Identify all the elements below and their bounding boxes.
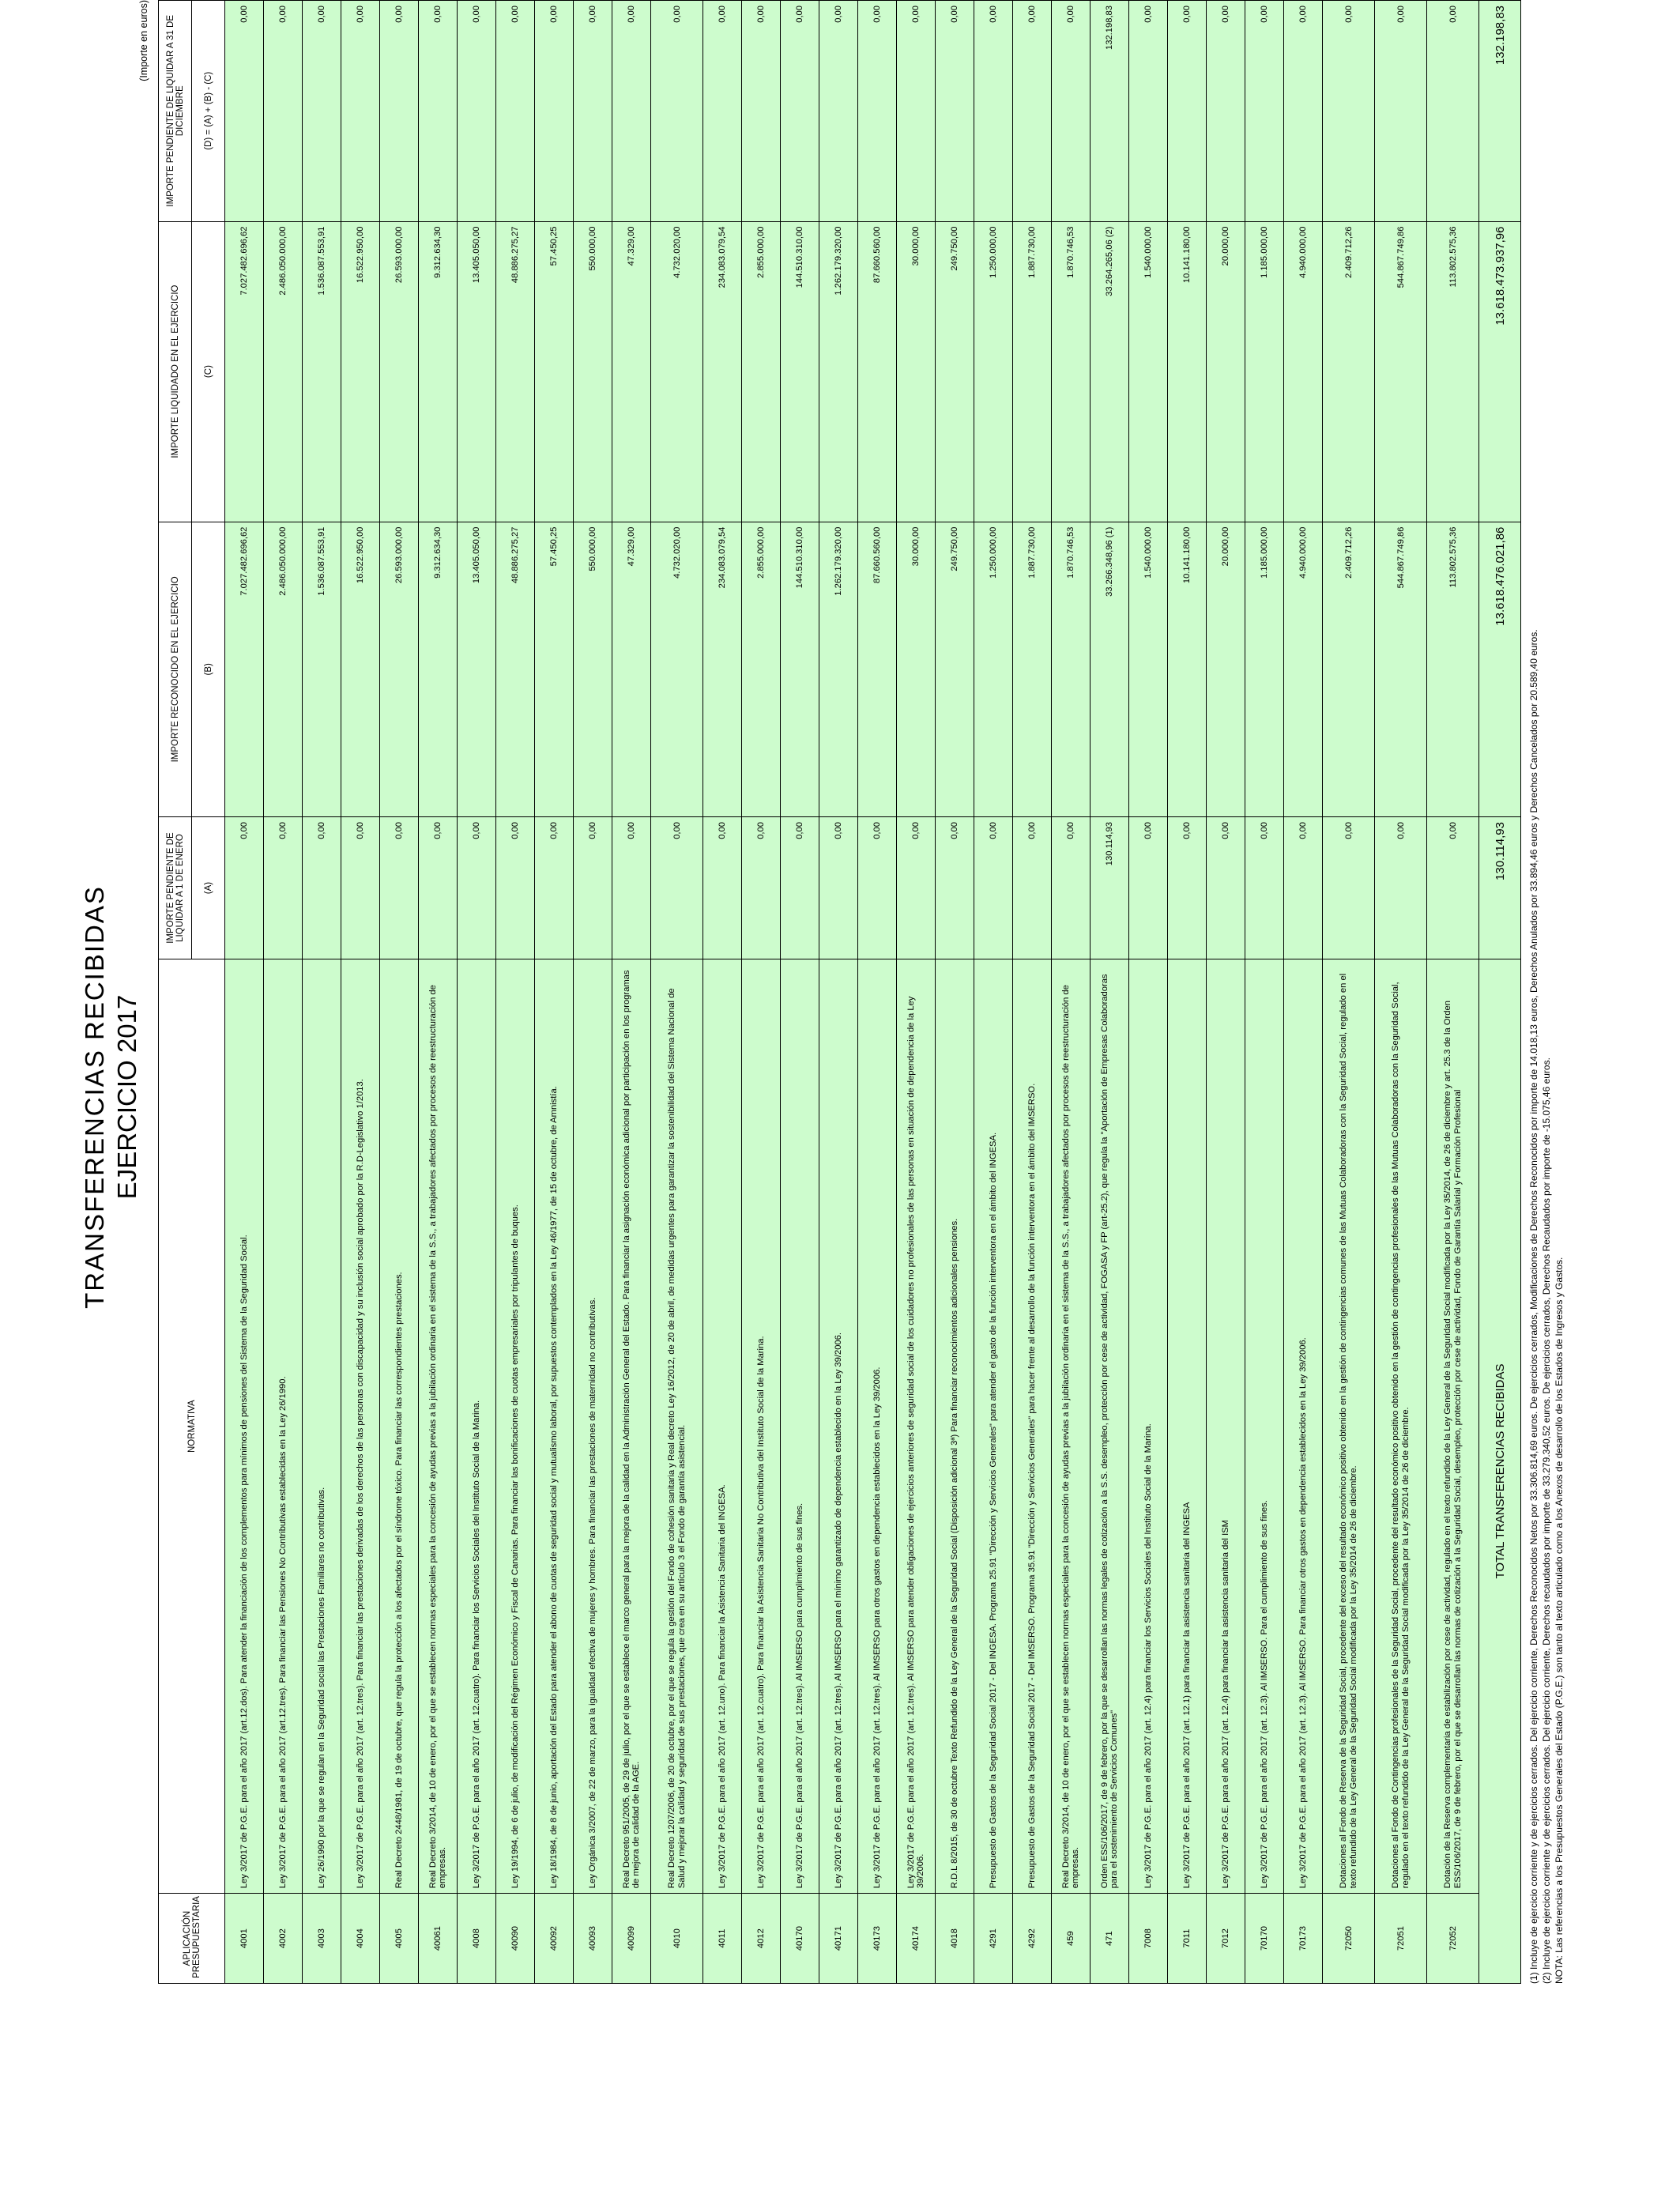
row-col-b: 2.409.712,26 — [1323, 522, 1375, 816]
row-code: 40093 — [574, 1894, 612, 1984]
total-c: 13.618.473.937,96 — [1479, 221, 1521, 522]
row-col-d: 0,00 — [703, 1, 742, 222]
row-col-c: 33.264.265,06 (2) — [1090, 221, 1129, 522]
row-normativa: Ley 3/2017 de P.G.E. para el año 2017 (art. 12.cuatro). Para financiar la Asistencia Sanitaria No Contributiva del Instituto Social de la Marina. — [742, 959, 781, 1894]
row-col-d: 0,00 — [974, 1, 1013, 222]
table-row — [1052, 1, 1090, 1984]
row-col-d: 0,00 — [419, 1, 458, 222]
row-col-c: 2.855.000,00 — [742, 221, 781, 522]
table-row — [1129, 1, 1168, 1984]
row-normativa: Ley 26/1990 por la que se regulan en la Seguridad social las Prestaciones Familiares no contributivas. — [303, 959, 341, 1894]
row-col-d: 0,00 — [651, 1, 703, 222]
row-col-c: 16.522.950,00 — [341, 221, 380, 522]
row-code: 4011 — [703, 1894, 742, 1984]
table-row — [225, 1, 264, 1984]
row-code: 72052 — [1427, 1894, 1479, 1984]
row-col-d: 0,00 — [341, 1, 380, 222]
row-code: 40092 — [535, 1894, 574, 1984]
table-row — [303, 1, 341, 1984]
table-row — [651, 1, 703, 1984]
row-col-c: 10.141.180,00 — [1168, 221, 1207, 522]
row-normativa: Ley 3/2017 de P.G.E. para el año 2017 (art. 12.cuatro). Para financiar los Servicios Sociales del Instituto Social de la Marina. — [458, 959, 496, 1894]
table-row — [612, 1, 651, 1984]
row-col-b: 87.660.560,00 — [858, 522, 897, 816]
row-col-d: 0,00 — [1129, 1, 1168, 222]
row-col-d: 0,00 — [303, 1, 341, 222]
row-code: 70173 — [1284, 1894, 1323, 1984]
row-col-d: 0,00 — [458, 1, 496, 222]
table-body — [225, 1, 1479, 1984]
row-col-a: 0,00 — [781, 817, 819, 959]
row-code: 40170 — [781, 1894, 819, 1984]
row-col-d: 0,00 — [574, 1, 612, 222]
row-normativa: Ley 3/2017 de P.G.E. para el año 2017 (art. 12.tres). Para financiar las prestaciones derivadas de los derechos de las personas con discapacidad y su inclusión social aprobado por la R.D-Legislativo 1/2013. — [341, 959, 380, 1894]
row-col-b: 33.266.348,96 (1) — [1090, 522, 1129, 816]
total-a: 130.114,93 — [1479, 817, 1521, 959]
row-col-d: 0,00 — [1427, 1, 1479, 222]
row-col-a: 0,00 — [1245, 817, 1284, 959]
row-col-a: 0,00 — [1323, 817, 1375, 959]
row-col-b: 16.522.950,00 — [341, 522, 380, 816]
row-code: 70170 — [1245, 1894, 1284, 1984]
table-row — [1323, 1, 1375, 1984]
row-col-a: 0,00 — [703, 817, 742, 959]
row-col-c: 249.750,00 — [936, 221, 974, 522]
subheader-b: (B) — [192, 522, 225, 816]
row-col-a: 0,00 — [535, 817, 574, 959]
row-normativa: Real Decreto 3/2014, de 10 de enero, por el que se establecen normas especiales para la concesión de ayudas previas a la jubilación ordinaria en el sistema de la S.S., a trabajadores afectados por procesos de reestructuración de empresas. — [1052, 959, 1090, 1894]
row-col-a: 0,00 — [496, 817, 535, 959]
row-col-a: 0,00 — [419, 817, 458, 959]
table-row — [419, 1, 458, 1984]
row-col-a: 130.114,93 — [1090, 817, 1129, 959]
row-col-d: 132.198,83 — [1090, 1, 1129, 222]
row-normativa: Ley Orgánica 3/2007, de 22 de marzo, para la igualdad efectiva de mujeres y hombres. Para financiar las prestaciones de maternidad no contributivas. — [574, 959, 612, 1894]
row-col-d: 0,00 — [858, 1, 897, 222]
row-col-c: 2.486.050.000,00 — [264, 221, 303, 522]
row-col-d: 0,00 — [225, 1, 264, 222]
table-row — [781, 1, 819, 1984]
header-col-b: IMPORTE RECONOCIDO EN EL EJERCICIO — [159, 522, 192, 816]
row-normativa: Ley 3/2017 de P.G.E. para el año 2017 (art. 12.4) para financiar los Servicios Sociales del Instituto Social de la Marina. — [1129, 959, 1168, 1894]
row-col-a: 0,00 — [1375, 817, 1427, 959]
row-col-a: 0,00 — [1207, 817, 1245, 959]
row-code: 4003 — [303, 1894, 341, 1984]
row-normativa: Ley 3/2017 de P.G.E. para el año 2017 (art. 12.tres). Al IMSERSO para otros gastos en dependencia establecidos en la Ley 39/2006. — [858, 959, 897, 1894]
row-col-c: 1.540.000,00 — [1129, 221, 1168, 522]
row-normativa: Ley 3/2017 de P.G.E. para el año 2017 (art.12.tres). Para financiar las Pensiones No Contributivas establecidas en la Ley 26/1990. — [264, 959, 303, 1894]
header-aplicacion: APLICACIÓN PRESUPUESTARIA — [159, 1894, 225, 1984]
table-row — [574, 1, 612, 1984]
row-col-d: 0,00 — [781, 1, 819, 222]
table-row — [1013, 1, 1052, 1984]
row-normativa: Ley 3/2017 de P.G.E. para el año 2017 (art. 12.3). Al IMSERSO. Para financiar otros gastos en dependencia establecidos en la Ley 39/2006. — [1284, 959, 1323, 1894]
row-col-c: 47.329,00 — [612, 221, 651, 522]
row-col-d: 0,00 — [380, 1, 419, 222]
row-col-d: 0,00 — [1284, 1, 1323, 222]
row-normativa: Real Decreto 951/2005, de 29 de julio, por el que se establece el marco general para la mejora de la calidad en la Administración General del Estado. Para financiar la asignación económica adicional por participación en los programas de mejora de calidad de la AGE. — [612, 959, 651, 1894]
subheader-d: (D) = (A) + (B) - (C) — [192, 1, 225, 222]
footnote-nota: NOTA: Las referencias a los Presupuestos Generales del Estado (P.G.E.) son tanto al texto articulado como a los Anexos de desarrollo de los Estados de Ingresos y Gastos. — [1554, 1257, 1565, 1984]
row-col-b: 1.250.000,00 — [974, 522, 1013, 816]
row-col-c: 1.250.000,00 — [974, 221, 1013, 522]
row-col-d: 0,00 — [936, 1, 974, 222]
row-col-b: 144.510.310,00 — [781, 522, 819, 816]
row-col-b: 7.027.482.696,62 — [225, 522, 264, 816]
row-col-c: 20.000,00 — [1207, 221, 1245, 522]
row-col-b: 1.262.179.320,00 — [819, 522, 858, 816]
row-code: 471 — [1090, 1894, 1129, 1984]
row-col-c: 13.405.050,00 — [458, 221, 496, 522]
row-col-b: 10.141.180,00 — [1168, 522, 1207, 816]
row-normativa: Dotación de la Reserva complementaria de estabilización por cese de actividad, regulado en el texto refundido de la Ley General de la Seguridad Social modificada por la Ley 35/2014, de 26 de diciembre y art. 25.3 de la Orden ESS/106/2017, de 9 de febrero, por el que se desarrollan las normas de cotización a la Seguridad Social, desempleo, protección por cese de actividad, Fondo de Garantía Salarial y Formación Profesional — [1427, 959, 1479, 1894]
row-normativa: Dotaciones al Fondo de Reserva de la Seguridad Social, procedente del exceso del resultado económico positivo obtenido en la gestión de contingencias comunes de las Mutuas Colaboradoras con la Seguridad Social, regulado en el texto refundido de la Ley General de la Seguridad Social modificada por la Ley 35/2014 de 26 de diciembre. — [1323, 959, 1375, 1894]
row-normativa: Presupuesto de Gastos de la Seguridad Social 2017 - Del INGESA. Programa 25.91 "Dirección y Servicios Generales" para atender el gasto de la función interventora en el ámbito del INGESA. — [974, 959, 1013, 1894]
row-col-b: 48.886.275,27 — [496, 522, 535, 816]
row-col-a: 0,00 — [264, 817, 303, 959]
row-col-a: 0,00 — [936, 817, 974, 959]
row-code: 4010 — [651, 1894, 703, 1984]
row-col-a: 0,00 — [742, 817, 781, 959]
page-title: TRANSFERENCIAS RECIBIDAS — [80, 885, 109, 1309]
row-col-b: 13.405.050,00 — [458, 522, 496, 816]
row-col-c: 30.000,00 — [897, 221, 936, 522]
row-col-a: 0,00 — [897, 817, 936, 959]
row-col-a: 0,00 — [225, 817, 264, 959]
row-normativa: Ley 3/2017 de P.G.E. para el año 2017 (art. 12.3). Al IMSERSO. Para el cumplimiento de sus fines. — [1245, 959, 1284, 1894]
row-normativa: Ley 3/2017 de P.G.E. para el año 2017 (art.12.dos). Para atender la financiación de los complementos para mínimos de pensiones del Sistema de la Seguridad Social. — [225, 959, 264, 1894]
row-col-d: 0,00 — [535, 1, 574, 222]
row-normativa: Real Decreto 3/2014, de 10 de enero, por el que se establecen normas especiales para la concesión de ayudas previas a la jubilación ordinaria en el sistema de la S.S., a trabajadores afectados por procesos de reestructuración de empresas. — [419, 959, 458, 1894]
row-code: 4018 — [936, 1894, 974, 1984]
row-col-d: 0,00 — [264, 1, 303, 222]
row-col-d: 0,00 — [819, 1, 858, 222]
table-row — [1090, 1, 1129, 1984]
title-block — [79, 0, 144, 2194]
total-d: 132.198,83 — [1479, 1, 1521, 222]
row-col-c: 544.867.749,86 — [1375, 221, 1427, 522]
row-col-d: 0,00 — [742, 1, 781, 222]
row-col-b: 47.329,00 — [612, 522, 651, 816]
row-normativa: Ley 3/2017 de P.G.E. para el año 2017 (art. 12.1) para financiar la asistencia sanitaria del INGESA — [1168, 959, 1207, 1894]
table-row — [703, 1, 742, 1984]
row-code: 4004 — [341, 1894, 380, 1984]
row-normativa: Ley 3/2017 de P.G.E. para el año 2017 (art. 12.uno). Para financiar la Asistencia Sanitaria del INGESA. — [703, 959, 742, 1894]
row-code: 4291 — [974, 1894, 1013, 1984]
row-code: 40061 — [419, 1894, 458, 1984]
row-col-b: 544.867.749,86 — [1375, 522, 1427, 816]
row-col-b: 550.000,00 — [574, 522, 612, 816]
table-row — [264, 1, 303, 1984]
table-row — [341, 1, 380, 1984]
row-col-b: 234.083.079,54 — [703, 522, 742, 816]
row-col-b: 2.486.050.000,00 — [264, 522, 303, 816]
row-code: 4008 — [458, 1894, 496, 1984]
row-col-b: 1.887.730,00 — [1013, 522, 1052, 816]
row-col-c: 4.940.000,00 — [1284, 221, 1323, 522]
total-label: TOTAL TRANSFERENCIAS RECIBIDAS — [1479, 959, 1521, 1984]
row-col-b: 4.732.020,00 — [651, 522, 703, 816]
row-col-b: 20.000,00 — [1207, 522, 1245, 816]
row-normativa: Presupuesto de Gastos de la Seguridad Social 2017 - Del IMSERSO. Programa 35.91 "Dirección y Servicios Generales" para hacer frente al desarrollo de la función interventora en el ámbito del IMSERSO. — [1013, 959, 1052, 1894]
row-normativa: Dotaciones al Fondo de Contingencias profesionales de la Seguridad Social, procedente del resultado económico positivo obtenido en la gestión de contingencias profesionales de las Mutuas Colaboradoras con la Seguridad Social, regulado en el texto refundido de la Ley General de la Seguridad Social modificada por la Ley 35/2014 de 26 de diciembre. — [1375, 959, 1427, 1894]
row-col-a: 0,00 — [612, 817, 651, 959]
row-code: 4005 — [380, 1894, 419, 1984]
row-col-b: 57.450,25 — [535, 522, 574, 816]
row-col-a: 0,00 — [1052, 817, 1090, 959]
table-row — [1245, 1, 1284, 1984]
row-code: 40099 — [612, 1894, 651, 1984]
table-row — [974, 1, 1013, 1984]
footnote-2: (2) Incluye de ejercicio corriente y de ejercicios cerrados. Del ejercicio corriente, Derechos recaudados por importe de 33.279.340,52 euros. De ejercicios cerrados, Derechos Recaudados por importe de -15.075,46 euros. — [1541, 1057, 1552, 1984]
row-col-b: 4.940.000,00 — [1284, 522, 1323, 816]
row-col-d: 0,00 — [1052, 1, 1090, 222]
table-row — [897, 1, 936, 1984]
row-normativa: Ley 3/2017 de P.G.E. para el año 2017 (art. 12.4) para financiar la asistencia sanitaria del ISM — [1207, 959, 1245, 1894]
total-b: 13.618.476.021,86 — [1479, 522, 1521, 816]
row-col-b: 1.536.087.553,91 — [303, 522, 341, 816]
header-col-d: IMPORTE PENDIENTE DE LIQUIDAR A 31 DE DICIEMBRE — [159, 1, 192, 222]
row-col-a: 0,00 — [819, 817, 858, 959]
header-normativa: NORMATIVA — [159, 959, 225, 1894]
row-code: 40090 — [496, 1894, 535, 1984]
table-row — [819, 1, 858, 1984]
row-col-c: 26.593.000,00 — [380, 221, 419, 522]
footnote-1: (1) Incluye de ejercicio corriente y de ejercicios cerrados. Del ejercicio corriente, Derechos Reconocidos Netos por 33.306.814,69 euros. De ejercicios cerrados, Modificaciones de Derechos Reconocidos por importe de 14.018,13 euros, Derechos Anulados por 33.894,46 euros y Derechos Cancelados por 20.589,40 euros. — [1528, 629, 1539, 1984]
footnotes — [1527, 0, 1565, 1984]
row-col-b: 249.750,00 — [936, 522, 974, 816]
table-row — [1427, 1, 1479, 1984]
row-col-a: 0,00 — [1427, 817, 1479, 959]
row-code: 72051 — [1375, 1894, 1427, 1984]
row-normativa: R.D.L 8/2015, de 30 de octubre Texto Refundido de la Ley General de la Seguridad Social (Disposición adicional 3ª) Para financiar reconocimientos adicionales pensiones. — [936, 959, 974, 1894]
row-code: 72050 — [1323, 1894, 1375, 1984]
table-row — [1375, 1, 1427, 1984]
row-col-b: 113.802.575,36 — [1427, 522, 1479, 816]
table-row — [858, 1, 897, 1984]
row-normativa: Real Decreto 1207/2006, de 20 de octubre, por el que se regula la gestión del Fondo de cohesión sanitaria y Real decreto Ley 16/2012, de 20 de abril, de medidas urgentes para garantizar la sostenibilidad del Sistema Nacional de Salud y mejorar la calidad y seguridad de sus prestaciones, que crea en su artículo 3 el Fondo de garantía asistencial. — [651, 959, 703, 1894]
row-col-d: 0,00 — [1207, 1, 1245, 222]
row-col-a: 0,00 — [1013, 817, 1052, 959]
row-normativa: Ley 19/1994, de 6 de julio, de modificación del Régimen Económico y Fiscal de Canarias. Para financiar las bonificaciones de cuotas empresariales por tripulantes de buques. — [496, 959, 535, 1894]
row-col-a: 0,00 — [1129, 817, 1168, 959]
row-col-c: 7.027.482.696,62 — [225, 221, 264, 522]
row-col-b: 9.312.634,30 — [419, 522, 458, 816]
row-code: 40171 — [819, 1894, 858, 1984]
row-col-d: 0,00 — [1245, 1, 1284, 222]
row-code: 459 — [1052, 1894, 1090, 1984]
table-row — [742, 1, 781, 1984]
row-normativa: Ley 3/2017 de P.G.E. para el año 2017 (art. 12.tres). Al IMSERSO para cumplimiento de sus fines. — [781, 959, 819, 1894]
row-col-b: 1.540.000,00 — [1129, 522, 1168, 816]
row-col-d: 0,00 — [1323, 1, 1375, 222]
row-col-a: 0,00 — [380, 817, 419, 959]
row-col-c: 1.262.179.320,00 — [819, 221, 858, 522]
row-code: 4292 — [1013, 1894, 1052, 1984]
subheader-a: (A) — [192, 817, 225, 959]
row-col-c: 1.870.746,53 — [1052, 221, 1090, 522]
row-col-c: 1.887.730,00 — [1013, 221, 1052, 522]
row-col-b: 1.870.746,53 — [1052, 522, 1090, 816]
row-col-d: 0,00 — [1168, 1, 1207, 222]
table-row — [1284, 1, 1323, 1984]
total-row — [1479, 1, 1521, 1984]
row-col-a: 0,00 — [1284, 817, 1323, 959]
row-col-c: 2.409.712,26 — [1323, 221, 1375, 522]
row-col-c: 234.083.079,54 — [703, 221, 742, 522]
row-col-a: 0,00 — [651, 817, 703, 959]
row-col-d: 0,00 — [1013, 1, 1052, 222]
row-col-a: 0,00 — [341, 817, 380, 959]
row-normativa: Orden ESS/106/2017, de 9 de febrero, por la que se desarrollan las normas legales de cotización a la S.S. desempleo, protección por cese de actividad, FOGASA y FP (art-25.2), que regula la "Aportación de Empresas Colaboradoras para el sostenimiento de Servicios Comunes" — [1090, 959, 1129, 1894]
row-normativa: Real Decreto 2448/1981, de 19 de octubre, que regula la protección a los afectados por el síndrome tóxico. Para financiar las correspondientes prestaciones. — [380, 959, 419, 1894]
row-col-a: 0,00 — [303, 817, 341, 959]
row-col-a: 0,00 — [458, 817, 496, 959]
row-col-a: 0,00 — [858, 817, 897, 959]
row-col-b: 1.185.000,00 — [1245, 522, 1284, 816]
row-normativa: Ley 18/1984, de 8 de junio, aportación del Estado para atender el abono de cuotas de seguridad social y mutualismo laboral, por supuestos contemplados en la Ley 46/1977, de 15 de octubre, de Amnistía. — [535, 959, 574, 1894]
row-code: 4002 — [264, 1894, 303, 1984]
row-col-b: 26.593.000,00 — [380, 522, 419, 816]
row-code: 4012 — [742, 1894, 781, 1984]
row-col-d: 0,00 — [496, 1, 535, 222]
row-code: 7012 — [1207, 1894, 1245, 1984]
row-col-d: 0,00 — [1375, 1, 1427, 222]
row-normativa: Ley 3/2017 de P.G.E. para el año 2017 (art. 12.tres). Al IMSERSO para atender obligaciones de ejercicios anteriores de seguridad social de los cuidadores no profesionales de las personas en situación de dependencia de la Ley 39/2006. — [897, 959, 936, 1894]
table-row — [458, 1, 496, 1984]
row-col-a: 0,00 — [974, 817, 1013, 959]
header-col-c: IMPORTE LIQUIDADO EN EL EJERCICIO — [159, 221, 192, 522]
table-row — [496, 1, 535, 1984]
transfers-table — [158, 0, 1521, 1984]
row-code: 40174 — [897, 1894, 936, 1984]
table-row — [380, 1, 419, 1984]
row-code: 7011 — [1168, 1894, 1207, 1984]
row-col-c: 4.732.020,00 — [651, 221, 703, 522]
row-col-c: 144.510.310,00 — [781, 221, 819, 522]
row-col-c: 9.312.634,30 — [419, 221, 458, 522]
row-col-c: 550.000,00 — [574, 221, 612, 522]
subheader-c: (C) — [192, 221, 225, 522]
table-row — [1207, 1, 1245, 1984]
row-col-c: 1.536.087.553,91 — [303, 221, 341, 522]
row-col-c: 1.185.000,00 — [1245, 221, 1284, 522]
row-col-d: 0,00 — [897, 1, 936, 222]
row-col-a: 0,00 — [1168, 817, 1207, 959]
row-col-a: 0,00 — [574, 817, 612, 959]
table-row — [1168, 1, 1207, 1984]
page-subtitle: EJERCICIO 2017 — [112, 994, 141, 1200]
row-code: 4001 — [225, 1894, 264, 1984]
row-col-b: 30.000,00 — [897, 522, 936, 816]
row-col-c: 57.450,25 — [535, 221, 574, 522]
row-normativa: Ley 3/2017 de P.G.E. para el año 2017 (art. 12.tres). Al IMSERSO para el mínimo garantizado de dependencia establecido en la Ley 39/2006. — [819, 959, 858, 1894]
table-row — [535, 1, 574, 1984]
units-note: (Importe en euros) — [138, 0, 149, 81]
row-col-c: 48.886.275,27 — [496, 221, 535, 522]
row-col-c: 87.660.560,00 — [858, 221, 897, 522]
row-col-d: 0,00 — [612, 1, 651, 222]
row-code: 7008 — [1129, 1894, 1168, 1984]
row-col-b: 2.855.000,00 — [742, 522, 781, 816]
row-col-c: 113.802.575,36 — [1427, 221, 1479, 522]
header-col-a: IMPORTE PENDIENTE DE LIQUIDAR A 1 DE ENERO — [159, 817, 192, 959]
table-row — [936, 1, 974, 1984]
row-code: 40173 — [858, 1894, 897, 1984]
